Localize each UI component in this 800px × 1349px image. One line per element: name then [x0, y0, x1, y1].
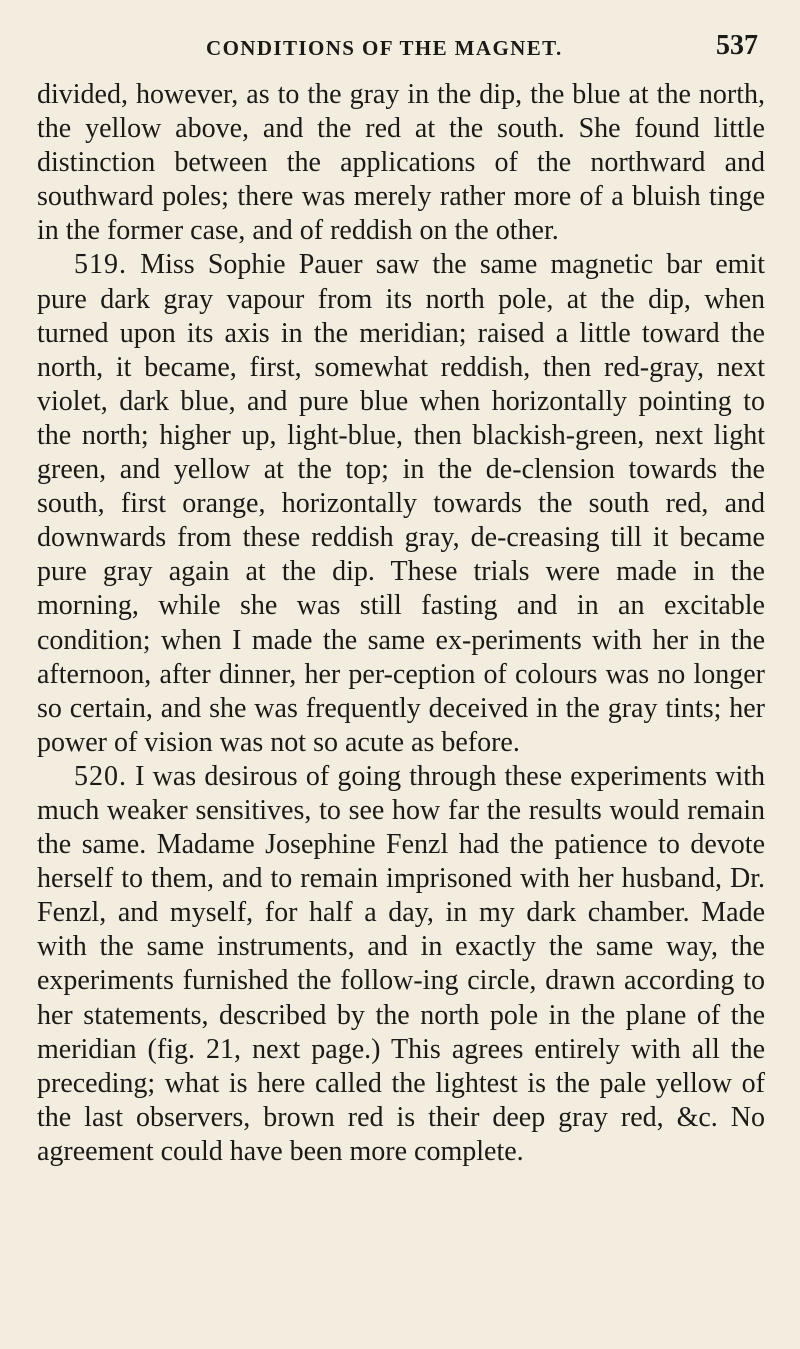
section-number: 519. [74, 249, 127, 281]
paragraph-text: I was desirous of going through these experiments with much weaker sensitives, to see how far the results would remain the same. Madame Josephine Fenzl had the patience to devote herself to them, and to remain imprisoned with her husband, Dr. Fenzl, and myself, for half a day, in my dark chamber. Made with the same instruments, and in exactly the same way, the experiments furnished the follow-ing circle, drawn according to her statements, described by the north pole in the plane of the meridian (fig. 21, next page.) This agrees entirely with all the preceding; what is here called the lightest is the pale yellow of the last observers, brown red is their deep gray red, &c. No agreement could have been more complete. [37, 760, 766, 1167]
paragraph-continuation [37, 78, 765, 248]
running-head [0, 28, 800, 68]
paragraph-text: Miss Sophie Pauer saw the same magnetic bar emit pure dark gray vapour from its north pole, at the dip, when turned upon its axis in the meridian; raised a little toward the north, it became, first, somewhat reddish, then red-gray, next violet, dark blue, and pure blue when horizontally pointing to the north; higher up, light-blue, then blackish-green, next light green, and yellow at the top; in the de-clension towards the south, first orange, horizontally towards the south red, and downwards from these reddish gray, de-creasing till it became pure gray again at the dip. These trials were made in the morning, while she was still fasting and in an excitable condition; when I made the same ex-periments with her in the afternoon, after dinner, her per-ception of colours was no longer so certain, and she was frequently deceived in the gray tints; her power of vision was not so acute as before. [37, 249, 766, 758]
paragraph-520 [37, 760, 765, 1169]
paragraph-text: divided, however, as to the gray in the dip, the blue at the north, the yellow above, and the red at the south. She found little distinction between the applications of the northward and southward poles; there was merely rather more of a bluish tinge in the former case, and of reddish on the other. [37, 79, 765, 247]
section-number: 520. [74, 760, 127, 792]
page-number: 537 [716, 30, 758, 61]
body-text [37, 78, 765, 1169]
paragraph-519 [37, 248, 765, 759]
running-head-title: CONDITIONS OF THE MAGNET. [206, 36, 563, 60]
